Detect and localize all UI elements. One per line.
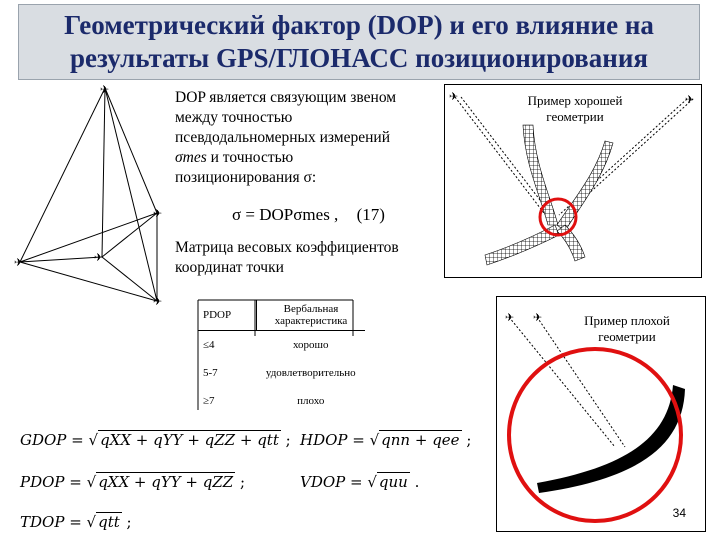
formula-17-text: σ = DOPσmes , (232, 205, 339, 224)
formula-17 (232, 205, 385, 225)
gdop-lhs: GDOP = (20, 431, 89, 449)
table-header-cell: Вербальная характеристика (257, 300, 366, 331)
dop-table (198, 300, 365, 415)
bad-geometry-panel (496, 296, 706, 532)
matrix-caption-line: координат точки (175, 259, 284, 276)
satellite-icon: ✈ (533, 311, 543, 324)
vdop-lhs: VDOP = (300, 473, 368, 491)
gdop-sep: ; (285, 431, 291, 449)
dop-desc-line: псевдодальномерных измерений (175, 129, 390, 146)
satellite-icon: ✈ (685, 93, 695, 106)
bad-geometry-label-line: геометрии (598, 329, 656, 344)
table-cell: 5-7 (203, 367, 218, 379)
satellite-icon: ✈ (14, 256, 24, 269)
vdop-sep: . (414, 473, 420, 491)
matrix-caption-line: Матрица весовых коэффициентов (175, 239, 399, 256)
dop-description (175, 88, 443, 188)
satellite-icon: ✈ (100, 83, 110, 96)
dop-desc-line: между точностью (175, 109, 293, 126)
satellite-icon: ✈ (153, 295, 163, 308)
good-geometry-label-line: геометрии (546, 109, 604, 124)
tdop-sep: ; (126, 513, 132, 531)
formula-17-number: (17) (356, 205, 385, 224)
table-cell: плохо (297, 395, 325, 407)
dop-desc-line: DOP является связующим звеном (175, 89, 397, 106)
tdop-lhs: TDOP = (20, 513, 87, 531)
title-bar (18, 4, 700, 80)
table-header-cell: PDOP (203, 309, 232, 321)
title-line-2: результаты GPS/ГЛОНАСС позиционирования (70, 43, 648, 73)
good-geometry-panel (444, 84, 702, 278)
vdop-rhs: quu (378, 473, 408, 491)
table-cell: ≥7 (203, 395, 215, 407)
hdop-sep: ; (466, 431, 472, 449)
hdop-rhs: qnn + qee (381, 431, 460, 449)
gdop-equation: GDOP = √ qXX + qYY + qZZ + qtt ; (20, 431, 291, 449)
satellite-icon: ✈ (153, 207, 163, 220)
pdop-sep: ; (240, 473, 246, 491)
pdop-equation: PDOP = √ qXX + qYY + qZZ ; (20, 473, 246, 491)
receiver-icon: ✈ (94, 251, 104, 264)
table-cell: хорошо (292, 339, 329, 351)
satellite-icons (14, 83, 162, 308)
page-number: 34 (672, 506, 686, 520)
satellite-icon: ✈ (505, 311, 515, 324)
table-row (198, 387, 365, 415)
dop-desc-text: и точностью (206, 149, 294, 166)
hdop-lhs: HDOP = (300, 431, 370, 449)
matrix-caption (175, 238, 445, 278)
satellite-icon: ✈ (449, 90, 459, 103)
sigma-mes: σmes (175, 149, 207, 166)
gdop-rhs: qXX + qYY + qZZ + qtt (100, 431, 279, 449)
table-cell: удовлетворительно (265, 367, 356, 379)
good-geometry-figure (445, 85, 703, 279)
bad-geometry-label-line: Пример плохой (584, 313, 670, 328)
tdop-equation: TDOP = √ qtt ; (20, 513, 132, 531)
title-line-1: Геометрический фактор (DOP) и его влияние на (64, 10, 654, 40)
good-geometry-label-line: Пример хорошей (527, 93, 623, 108)
pdop-rhs: qXX + qYY + qZZ (98, 473, 234, 491)
table-row (198, 331, 365, 360)
bad-geometry-figure (497, 297, 707, 533)
tdop-rhs: qtt (98, 513, 120, 531)
table-row (198, 359, 365, 387)
hdop-equation: HDOP = √ qnn + qee ; (300, 431, 472, 449)
vdop-equation: VDOP = √ quu . (300, 473, 420, 491)
pdop-lhs: PDOP = (20, 473, 87, 491)
table-cell: ≤4 (203, 339, 215, 351)
dop-desc-line: позиционирования σ: (175, 169, 317, 186)
dop-desc-line (175, 148, 443, 168)
